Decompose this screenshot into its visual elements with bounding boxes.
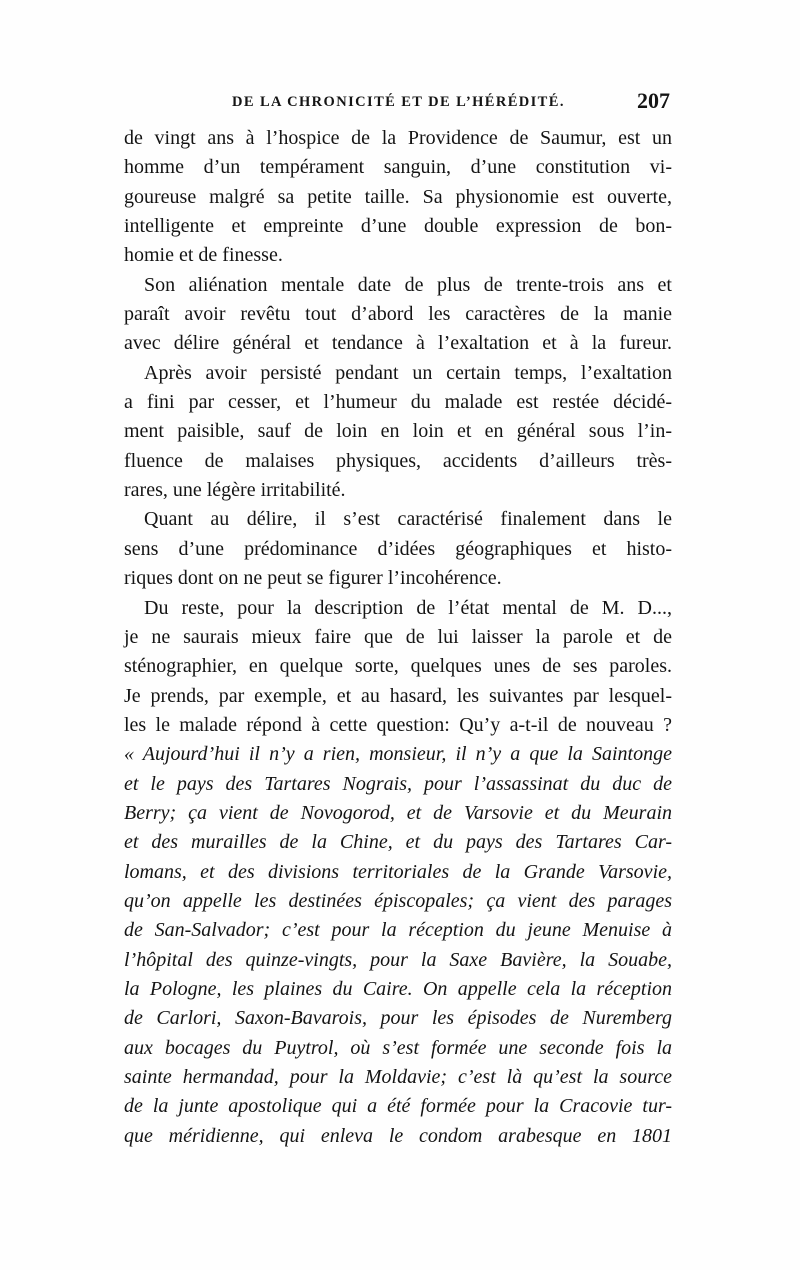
- text-line: et des murailles de la Chine, et du pays des Tartares Car-: [124, 831, 672, 854]
- text-line: avec délire général et tendance à l’exaltation et à la fureur.: [124, 332, 672, 355]
- text-line: intelligente et empreinte d’une double expression de bon-: [124, 215, 672, 238]
- text-line: je ne saurais mieux faire que de lui laisser la parole et de: [124, 625, 672, 648]
- text-line: de la junte apostolique qui a été formée pour la Cracovie tur-: [124, 1095, 672, 1118]
- text-line: goureuse malgré sa petite taille. Sa physionomie est ouverte,: [124, 185, 672, 208]
- text-line: les le malade répond à cette question: Qu’y a-t-il de nouveau ?: [124, 713, 672, 736]
- text-line: Berry; ça vient de Novogorod, et de Varsovie et du Meurain: [124, 801, 672, 824]
- text-line: Du reste, pour la description de l’état mental de M. D...,: [144, 596, 672, 619]
- text-line: homme d’un tempérament sanguin, d’une constitution vi-: [124, 156, 672, 179]
- text-line: rares, une légère irritabilité.: [124, 479, 346, 502]
- text-line: a fini par cesser, et l’humeur du malade est restée décidé-: [124, 391, 672, 414]
- page-header: [124, 88, 672, 120]
- text-line: paraît avoir revêtu tout d’abord les caractères de la manie: [124, 303, 672, 326]
- text-line: sens d’une prédominance d’idées géographiques et histo-: [124, 537, 672, 560]
- text-line: sténographier, en quelque sorte, quelques unes de ses paroles.: [124, 655, 672, 678]
- text-line: de vingt ans à l’hospice de la Providence de Saumur, est un: [124, 127, 672, 149]
- text-line: l’hôpital des quinze-vingts, pour la Saxe Bavière, la Souabe,: [124, 948, 672, 971]
- text-line: de San-Salvador; c’est pour la réception du jeune Menuise à: [124, 919, 672, 942]
- text-line: la Pologne, les plaines du Caire. On appelle cela la réception: [124, 977, 672, 1000]
- text-line: fluence de malaises physiques, accidents d’ailleurs très-: [124, 449, 672, 472]
- text-line: et le pays des Tartares Nograis, pour l’assassinat du duc de: [124, 772, 672, 795]
- text-line: Son aliénation mentale date de plus de trente-trois ans et: [144, 273, 672, 296]
- text-line: Après avoir persisté pendant un certain temps, l’exaltation: [144, 361, 672, 384]
- text-line: homie et de finesse.: [124, 244, 283, 267]
- text-line: que méridienne, qui enleva le condom arabesque en 1801: [124, 1124, 672, 1147]
- text-line: aux bocages du Puytrol, où s’est formée une seconde fois la: [124, 1036, 672, 1059]
- text-line: riques dont on ne peut se figurer l’incohérence.: [124, 567, 502, 590]
- text-line: qu’on appelle les destinées épiscopales; ça vient des parages: [124, 889, 672, 912]
- body-text: [124, 124, 672, 1151]
- text-line: Je prends, par exemple, et au hasard, les suivantes par lesquel-: [124, 684, 672, 707]
- text-line: de Carlori, Saxon-Bavarois, pour les épisodes de Nuremberg: [124, 1007, 672, 1030]
- text-line: lomans, et des divisions territoriales de la Grande Varsovie,: [124, 860, 672, 883]
- page-number: 207: [637, 88, 670, 113]
- running-head: DE LA CHRONICITÉ ET DE L’HÉRÉDITÉ.: [232, 94, 565, 110]
- text-line: « Aujourd’hui il n’y a rien, monsieur, il n’y a que la Saintonge: [124, 743, 672, 766]
- text-line: sainte hermandad, pour la Moldavie; c’est là qu’est la source: [124, 1066, 672, 1088]
- text-line: Quant au délire, il s’est caractérisé finalement dans le: [144, 508, 672, 531]
- text-line: ment paisible, sauf de loin en loin et en général sous l’in-: [124, 420, 672, 443]
